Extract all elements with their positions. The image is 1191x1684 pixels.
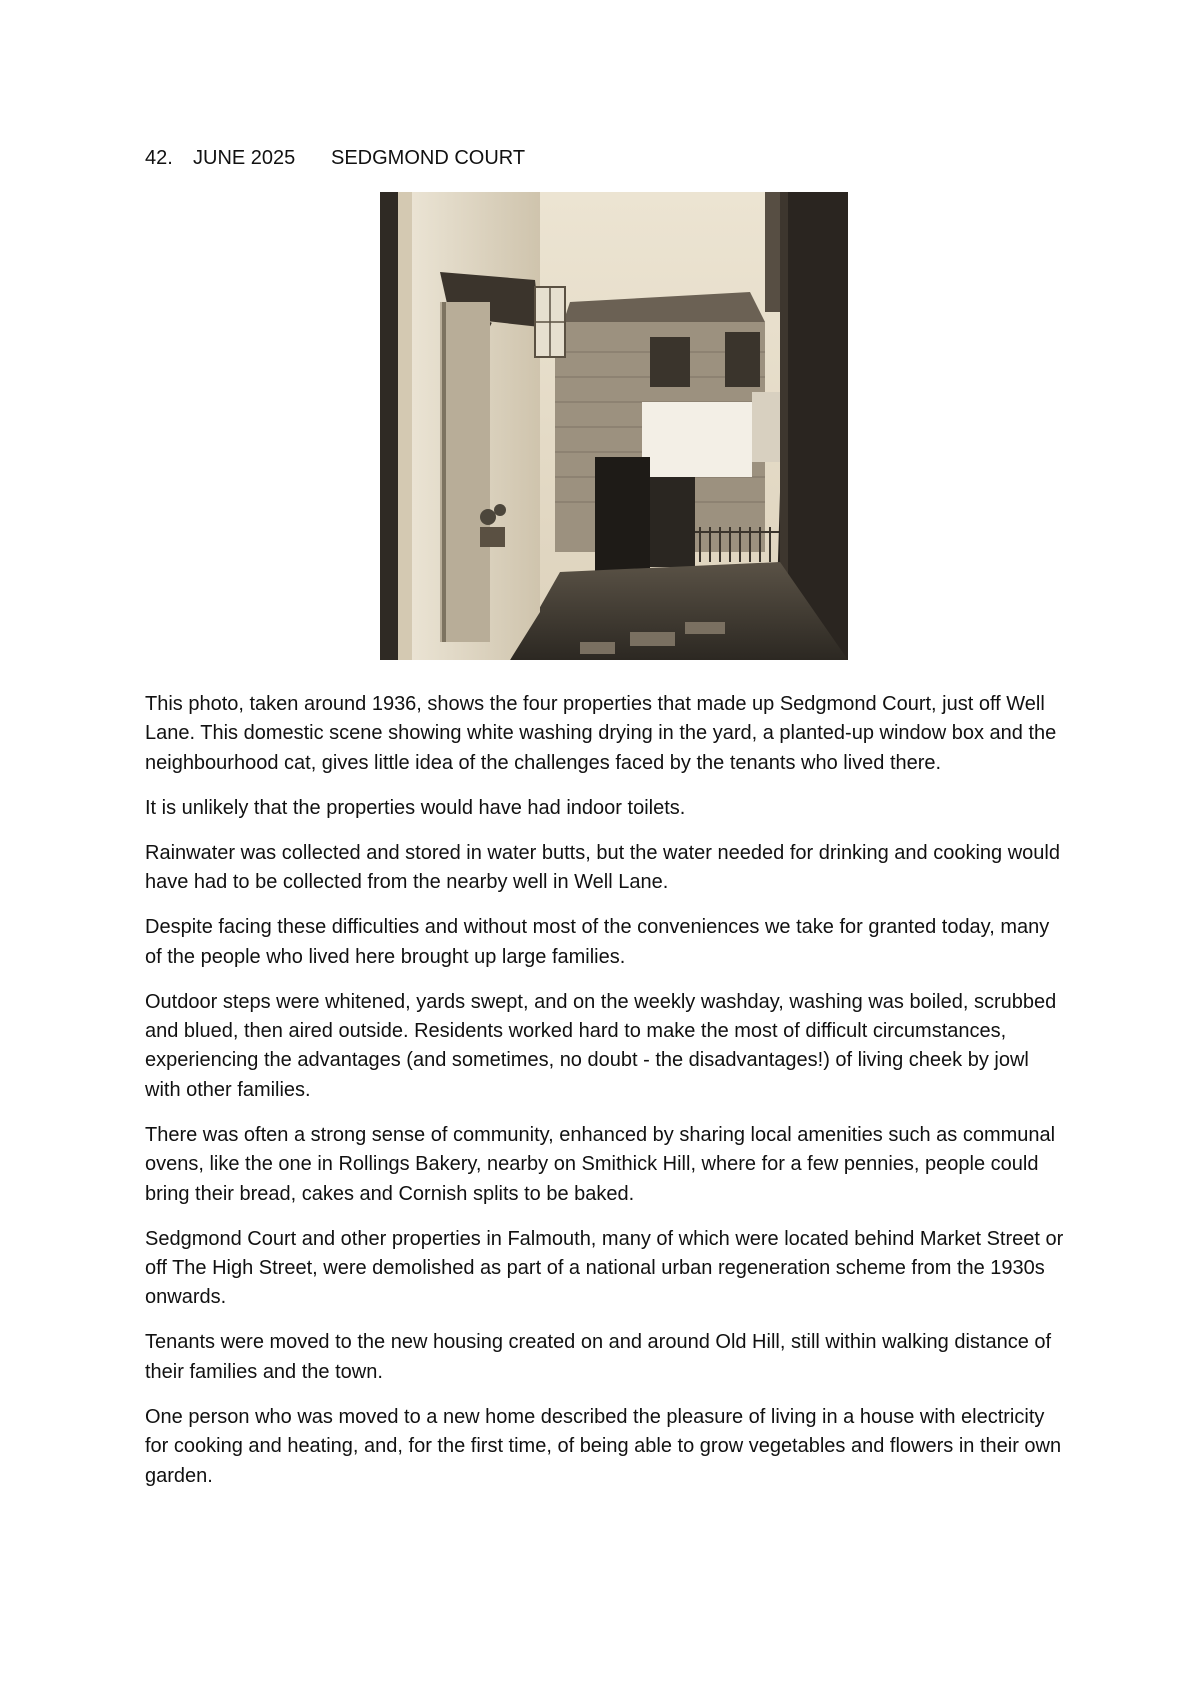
paragraph: One person who was moved to a new home described the pleasure of living in a house with electricity for cooking and heating, and, for the first time, of being able to grow vegetables and flowers in their own garden. [145, 1405, 1062, 1487]
historic-photo-sedgmond-court [380, 192, 848, 660]
paragraph: Sedgmond Court and other properties in Falmouth, many of which were located behind Market Street or off The High Street, were demolished as part of a national urban regeneration scheme from the 1930s onwards. [145, 1227, 1064, 1309]
paragraph: Rainwater was collected and stored in water butts, but the water needed for drinking and cooking would have had to be collected from the nearby well in Well Lane. [145, 841, 1060, 894]
paragraph: Tenants were moved to the new housing created on and around Old Hill, still within walking distance of their families and the town. [145, 1331, 1052, 1383]
page-header [145, 146, 525, 170]
article-title: SEDGMOND COURT [331, 147, 526, 169]
article-body [145, 690, 1065, 1507]
article-date: JUNE 2025 [193, 147, 296, 169]
paragraph: Outdoor steps were whitened, yards swept, and on the weekly washday, washing was boiled, scrubbed and blued, then aired outside. Residents worked hard to make the most of difficult circumstances, experiencing the advantages (and sometimes, no doubt - the disadvantages!) of living cheek by jowl with other families. [145, 990, 1057, 1101]
paragraph: It is unlikely that the properties would have had indoor toilets. [145, 796, 686, 819]
article-number: 42. [145, 147, 173, 169]
paragraph: This photo, taken around 1936, shows the four properties that made up Sedgmond Court, just off Well Lane. This domestic scene showing white washing drying in the yard, a planted-up window box and the neighbourhood cat, gives little idea of the challenges faced by the tenants who lived there. [145, 693, 1057, 774]
paragraph: Despite facing these difficulties and without most of the conveniences we take for granted today, many of the people who lived here brought up large families. [145, 916, 1050, 968]
paragraph: There was often a strong sense of community, enhanced by sharing local amenities such as communal ovens, like the one in Rollings Bakery, nearby on Smithick Hill, where for a few pennies, people could bring their bread, cakes and Cornish splits to be baked. [145, 1123, 1056, 1205]
